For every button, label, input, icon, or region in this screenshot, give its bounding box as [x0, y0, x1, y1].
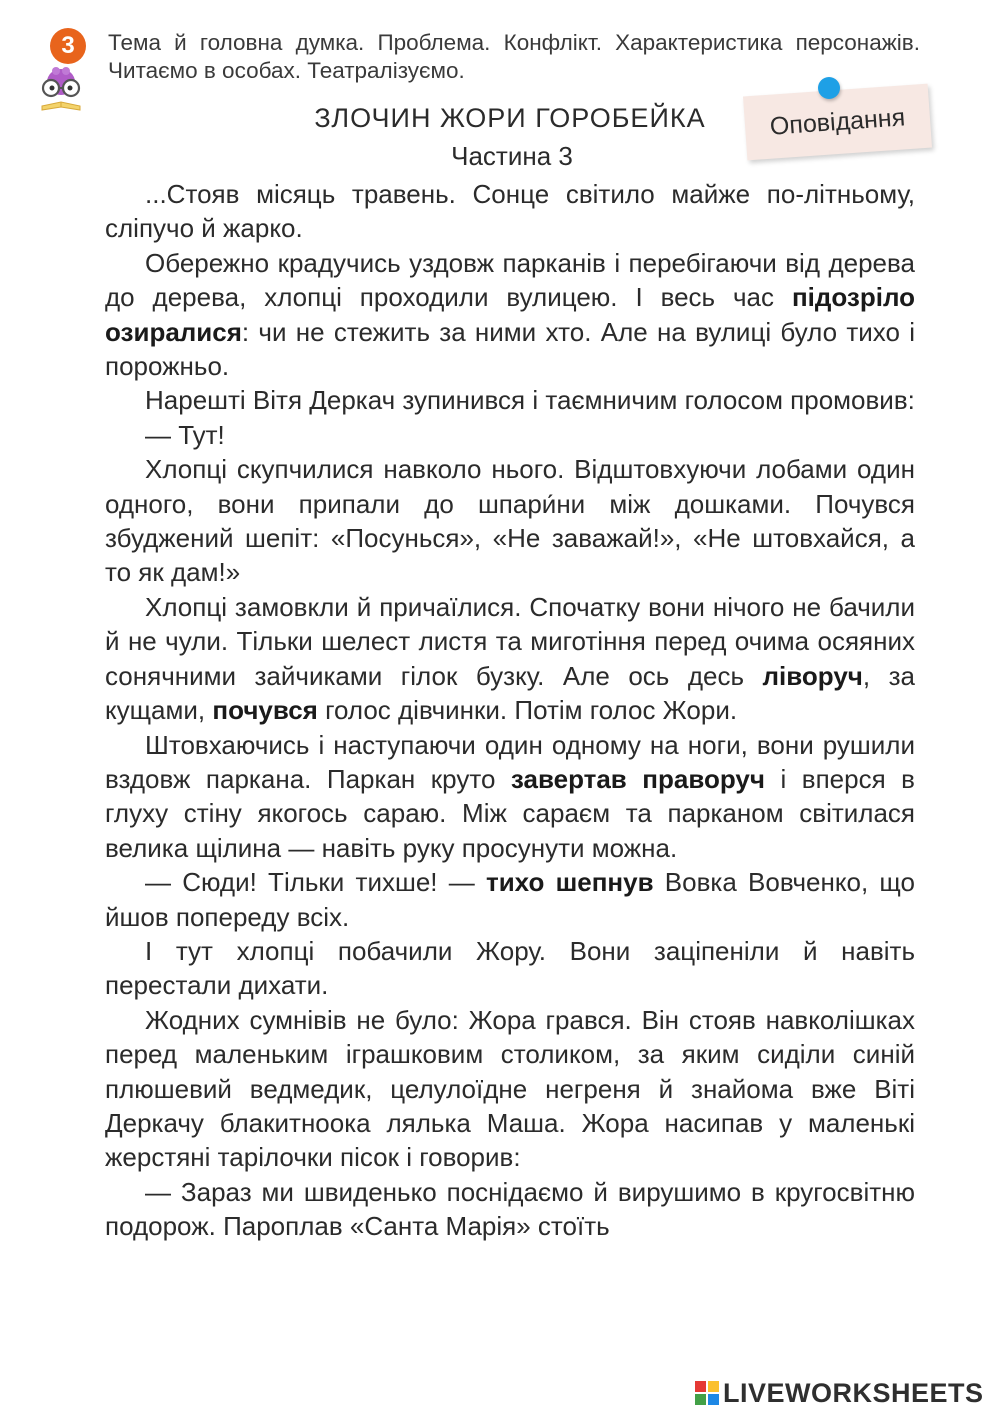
story-paragraph — [105, 934, 915, 1003]
story-part-label: Частина 3 — [451, 141, 573, 171]
task-number-badge: 3 — [50, 28, 86, 64]
text-run: Вовка Вовченко, що йшов попереду всіх. — [105, 867, 915, 932]
task-description: Тема й головна думка. Проблема. Конфлікт. Характеристика персонажів. Читаємо в особах. Театралізуємо. — [108, 30, 920, 83]
story-paragraph — [105, 177, 915, 246]
logo-block — [695, 1394, 706, 1405]
owl-mascot-icon — [36, 62, 86, 120]
story-text — [105, 177, 915, 1244]
text-run: і вперся в глуху стіну якогось сараю. Між сараєм та парканом світилася велика щілина — навіть руку просунути можна. — [105, 763, 915, 863]
text-run: — Сюди! Тільки тихше! — — [145, 867, 486, 898]
text-run: : чи не стежить за ними хто. Але на вулиці було тихо і порожньо. — [105, 316, 915, 382]
text-run: І тут хлопці побачили Жору. Вони заціпеніли й навіть перестали дихати. — [105, 935, 915, 1001]
text-run: голос дівчинки. Потім голос Жори. — [317, 695, 738, 726]
highlighted-phrase: підозріло озиралися — [105, 282, 915, 347]
logo-brand-text: LIVEWORKSHEETS — [723, 1377, 984, 1408]
story-paragraph — [105, 246, 915, 384]
text-run: Хлопці замовкли й причаїлися. Спочатку вони нічого не бачили й не чули. Тільки шелест листя та миготіння перед очима осяяних сонячними зайчиками гілок бузку. Але ось десь — [105, 591, 915, 691]
logo-block — [695, 1381, 706, 1392]
highlighted-phrase: завертав праворуч — [510, 763, 765, 794]
story-paragraph — [105, 590, 915, 728]
highlighted-phrase: почувся — [212, 695, 318, 726]
text-run: Обережно крадучись уздовж парканів і перебігаючи від дерева до дерева, хлопці проходили вулицею. І весь час — [105, 247, 915, 313]
story-paragraph — [105, 1175, 915, 1244]
text-run: Штовхаючись і наступаючи один одному на ноги, вони рушили вздовж паркана. Паркан круто — [105, 729, 915, 794]
text-run: Хлопці скупчилися навколо нього. Відштовхуючи лобами один одного, вони припали до шпари́ни між дошками. Почувся збуджений шепіт: «Посунься», «Не заважай!», «Не штовхайся, а то як дам!» — [105, 454, 915, 588]
text-run: , за кущами, — [105, 660, 915, 726]
genre-sticky-note: Оповідання — [743, 84, 932, 161]
story-paragraph — [105, 728, 915, 866]
text-run: — Зараз ми швиденько поснідаємо й вирушимо в кругосвітню подорож. Пароплав «Санта Марія» стоїть — [105, 1176, 915, 1242]
story-paragraph — [105, 452, 915, 590]
story-paragraph — [105, 865, 915, 934]
text-run: Нарешті Вітя Деркач зупинився і таємничим голосом промовив: — [145, 385, 915, 416]
text-run: Жодних сумнівів не було: Жора грався. Він стояв навколішках перед маленьким іграшковим столиком, за яким сиділи синій плюшевий ведмедик, целулоїдне негреня й знайома вже Віті Деркачу блакитноока лялька Маша. Жора насипав у маленькі жерстяні тарілочки пісок і говорив: — [105, 1004, 915, 1173]
text-run: ...Стояв місяць травень. Сонце світило майже по-літньому, сліпучо й жарко. — [105, 179, 915, 244]
story-title: ЗЛОЧИН ЖОРИ ГОРОБЕЙКА — [314, 103, 706, 133]
logo-blocks-icon — [695, 1381, 719, 1405]
text-run: — Тут! — [145, 419, 225, 450]
story-paragraph — [105, 418, 915, 452]
story-paragraph — [105, 1003, 915, 1175]
pushpin-icon — [818, 77, 840, 99]
logo-block — [708, 1381, 719, 1392]
highlighted-phrase: ліворуч — [762, 660, 863, 691]
story-paragraph — [105, 383, 915, 417]
logo-block — [708, 1394, 719, 1405]
liveworksheets-logo — [695, 1378, 984, 1408]
highlighted-phrase: тихо шепнув — [485, 867, 654, 898]
